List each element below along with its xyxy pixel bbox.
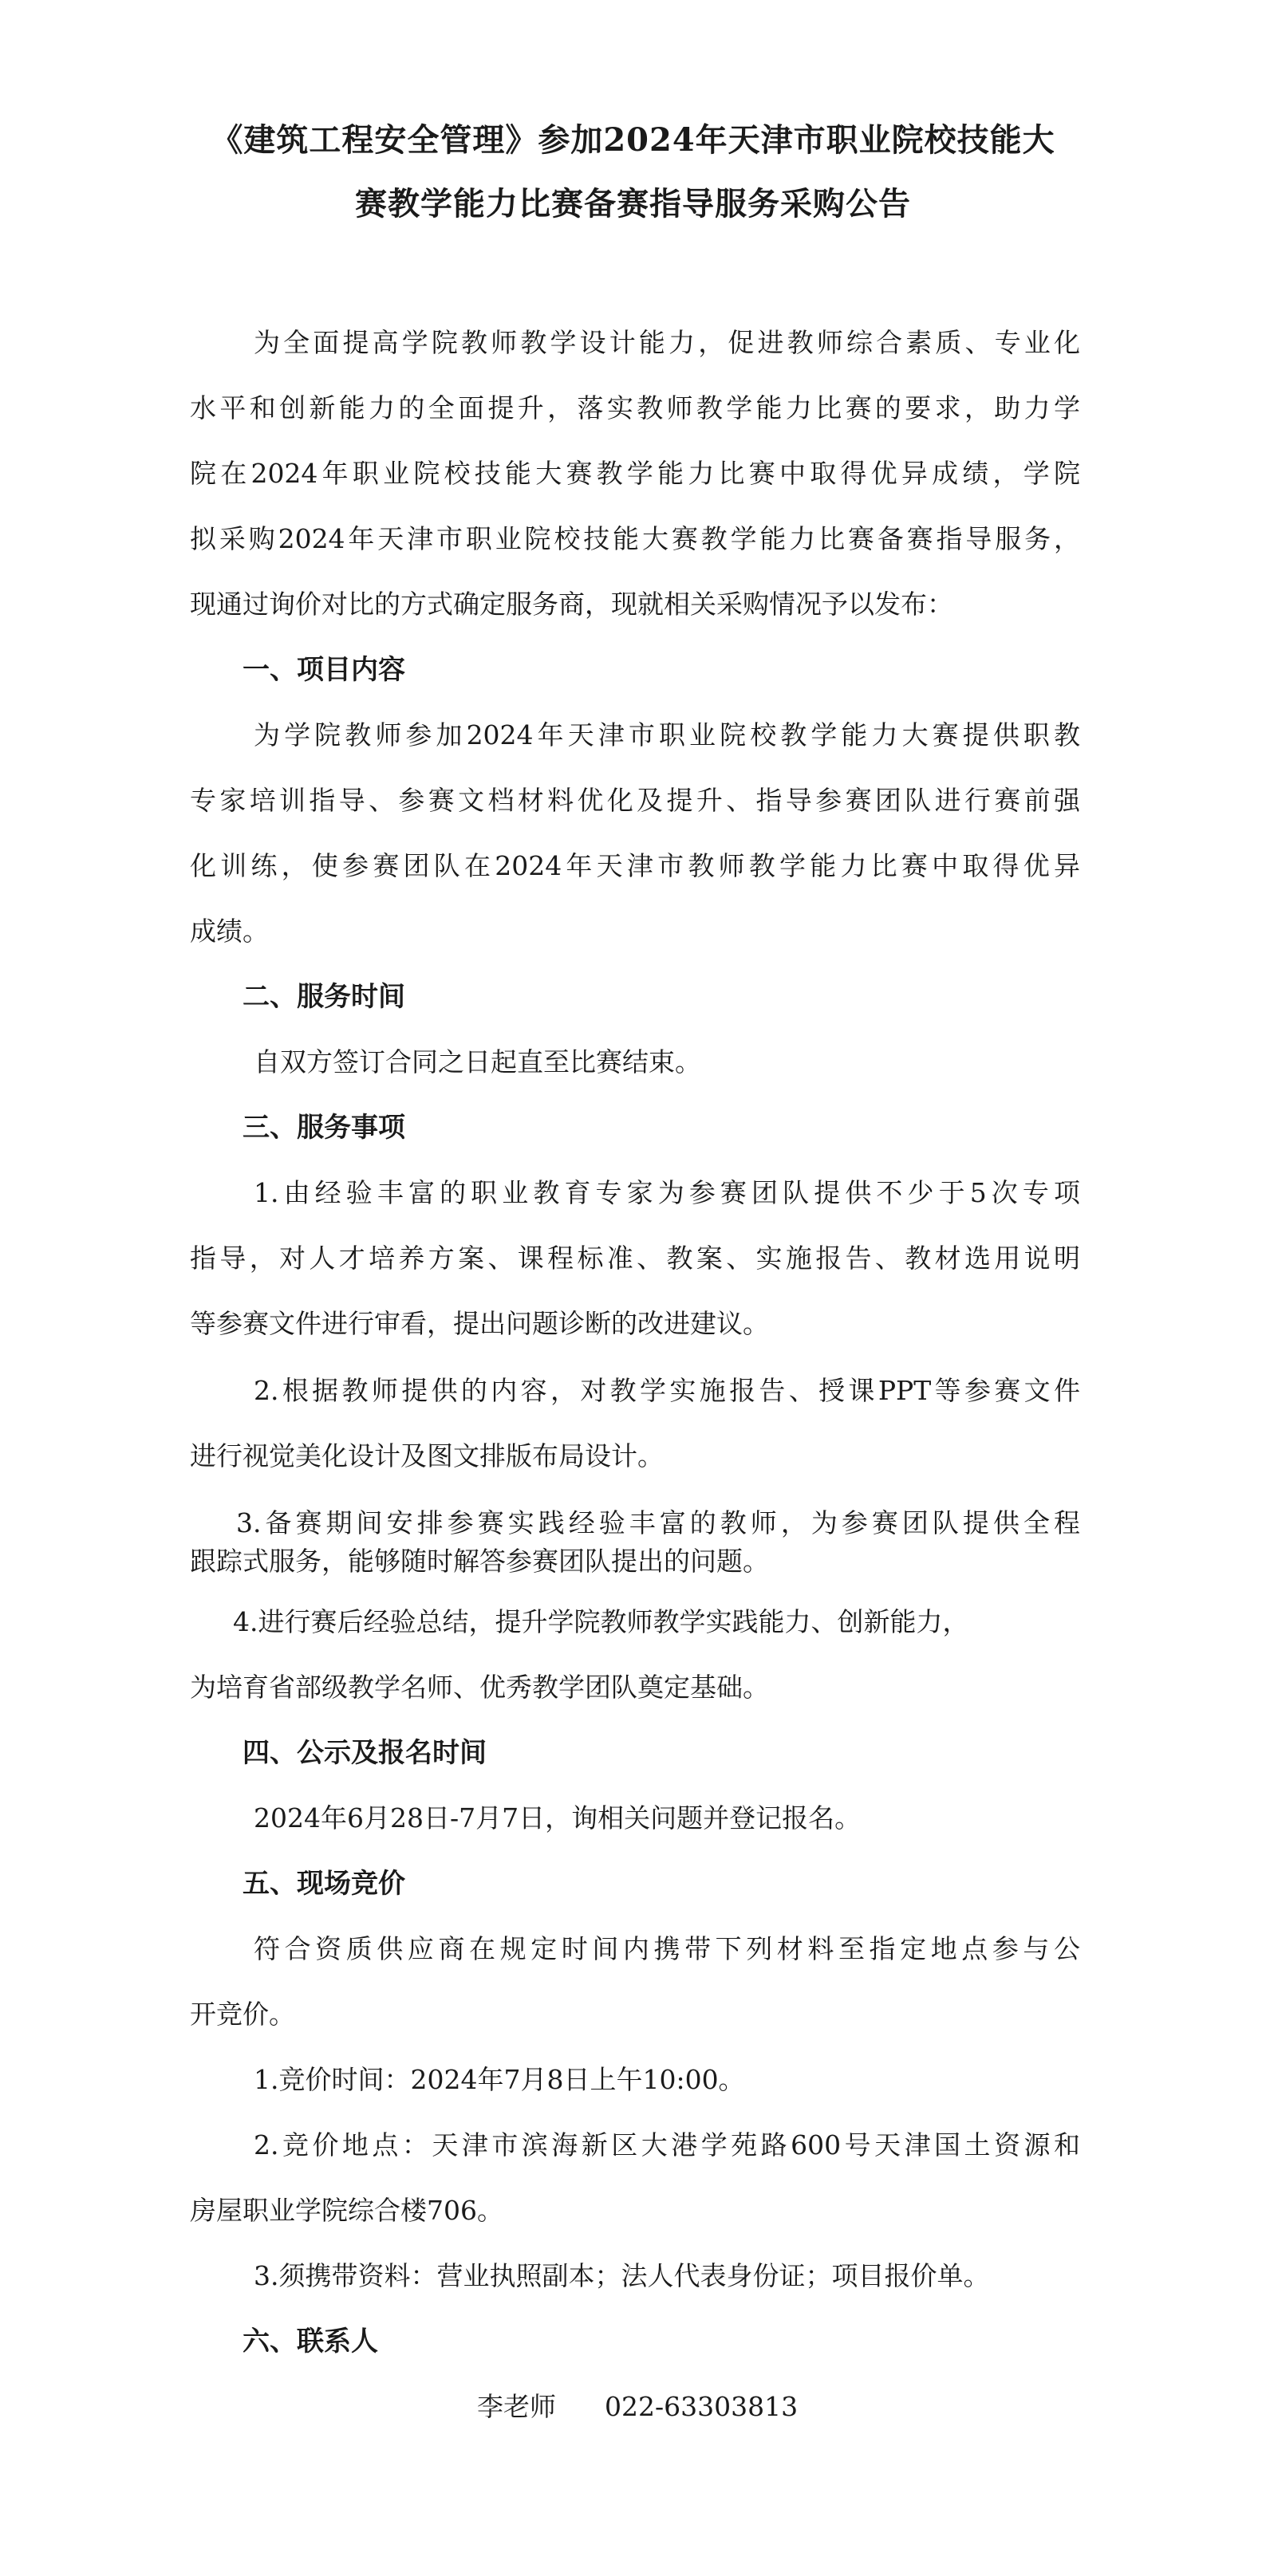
intro-line-3: 院在2024年职业院校技能大赛教学能力比赛中取得优异成绩，学院: [190, 458, 1080, 489]
section1-line-2: 专家培训指导、参赛文档材料优化及提升、指导参赛团队进行赛前强: [190, 785, 1080, 816]
document-title-line-1: 《建筑工程安全管理》参加2024年天津市职业院校技能大: [211, 121, 1055, 159]
intro-line-1: 为全面提高学院教师教学设计能力，促进教师综合素质、专业化: [254, 327, 1080, 358]
section-heading-service-items: 三、服务事项: [243, 1112, 405, 1144]
section-heading-project-content: 一、项目内容: [243, 654, 405, 686]
required-materials-line: 3.须携带资料：营业执照副本；法人代表身份证；项目报价单。: [254, 2260, 990, 2291]
section1-line-3: 化训练，使参赛团队在2024年天津市教师教学能力比赛中取得优异: [190, 850, 1080, 881]
section-heading-contact: 六、联系人: [243, 2326, 378, 2357]
section-heading-onsite-bidding: 五、现场竞价: [243, 1868, 405, 1900]
bid-location-line-2: 房屋职业学院综合楼706。: [190, 2195, 503, 2226]
bid-location-line-1: 2.竞价地点：天津市滨海新区大港学苑路600号天津国土资源和: [254, 2129, 1080, 2160]
section5-line-1: 符合资质供应商在规定时间内携带下列材料至指定地点参与公: [254, 1933, 1080, 1964]
service-item-1-line-3: 等参赛文件进行审看，提出问题诊断的改进建议。: [190, 1308, 769, 1339]
service-item-3-line-1: 3.备赛期间安排参赛实践经验丰富的教师，为参赛团队提供全程: [236, 1507, 1080, 1538]
intro-line-5: 现通过询价对比的方式确定服务商，现就相关采购情况予以发布：: [190, 589, 953, 620]
section-heading-service-time: 二、服务时间: [243, 981, 405, 1013]
section1-line-1: 为学院教师参加2024年天津市职业院校教学能力大赛提供职教: [254, 719, 1080, 750]
service-item-2-line-1: 2.根据教师提供的内容，对教学实施报告、授课PPT等参赛文件: [254, 1375, 1080, 1406]
service-item-3-line-2: 跟踪式服务，能够随时解答参赛团队提出的问题。: [190, 1546, 769, 1577]
service-item-1-line-2: 指导，对人才培养方案、课程标准、教案、实施报告、教材选用说明: [190, 1243, 1080, 1274]
contact-phone: 022-63303813: [605, 2391, 799, 2422]
section-heading-notice-registration: 四、公示及报名时间: [243, 1737, 487, 1769]
service-item-1-line-1: 1.由经验丰富的职业教育专家为参赛团队提供不少于5次专项: [254, 1177, 1080, 1208]
contact-name: 李老师: [477, 2391, 556, 2422]
service-item-2-line-2: 进行视觉美化设计及图文排版布局设计。: [190, 1440, 664, 1471]
section4-line-1: 2024年6月28日-7月7日，询相关问题并登记报名。: [254, 1802, 862, 1834]
service-item-4-line-2: 为培育省部级教学名师、优秀教学团队奠定基础。: [190, 1672, 769, 1703]
service-item-4-line-1: 4.进行赛后经验总结，提升学院教师教学实践能力、创新能力，: [233, 1606, 969, 1637]
intro-line-2: 水平和创新能力的全面提升，落实教师教学能力比赛的要求，助力学: [190, 392, 1080, 423]
intro-line-4: 拟采购2024年天津市职业院校技能大赛教学能力比赛备赛指导服务，: [190, 523, 1080, 554]
section5-line-2: 开竞价。: [190, 1999, 295, 2030]
bid-time-line: 1.竞价时间：2024年7月8日上午10:00。: [254, 2064, 745, 2095]
section2-line-1: 自双方签订合同之日起直至比赛结束。: [254, 1046, 701, 1077]
section1-line-4: 成绩。: [190, 916, 269, 947]
document-title-line-2: 赛教学能力比赛备赛指导服务采购公告: [355, 185, 911, 223]
